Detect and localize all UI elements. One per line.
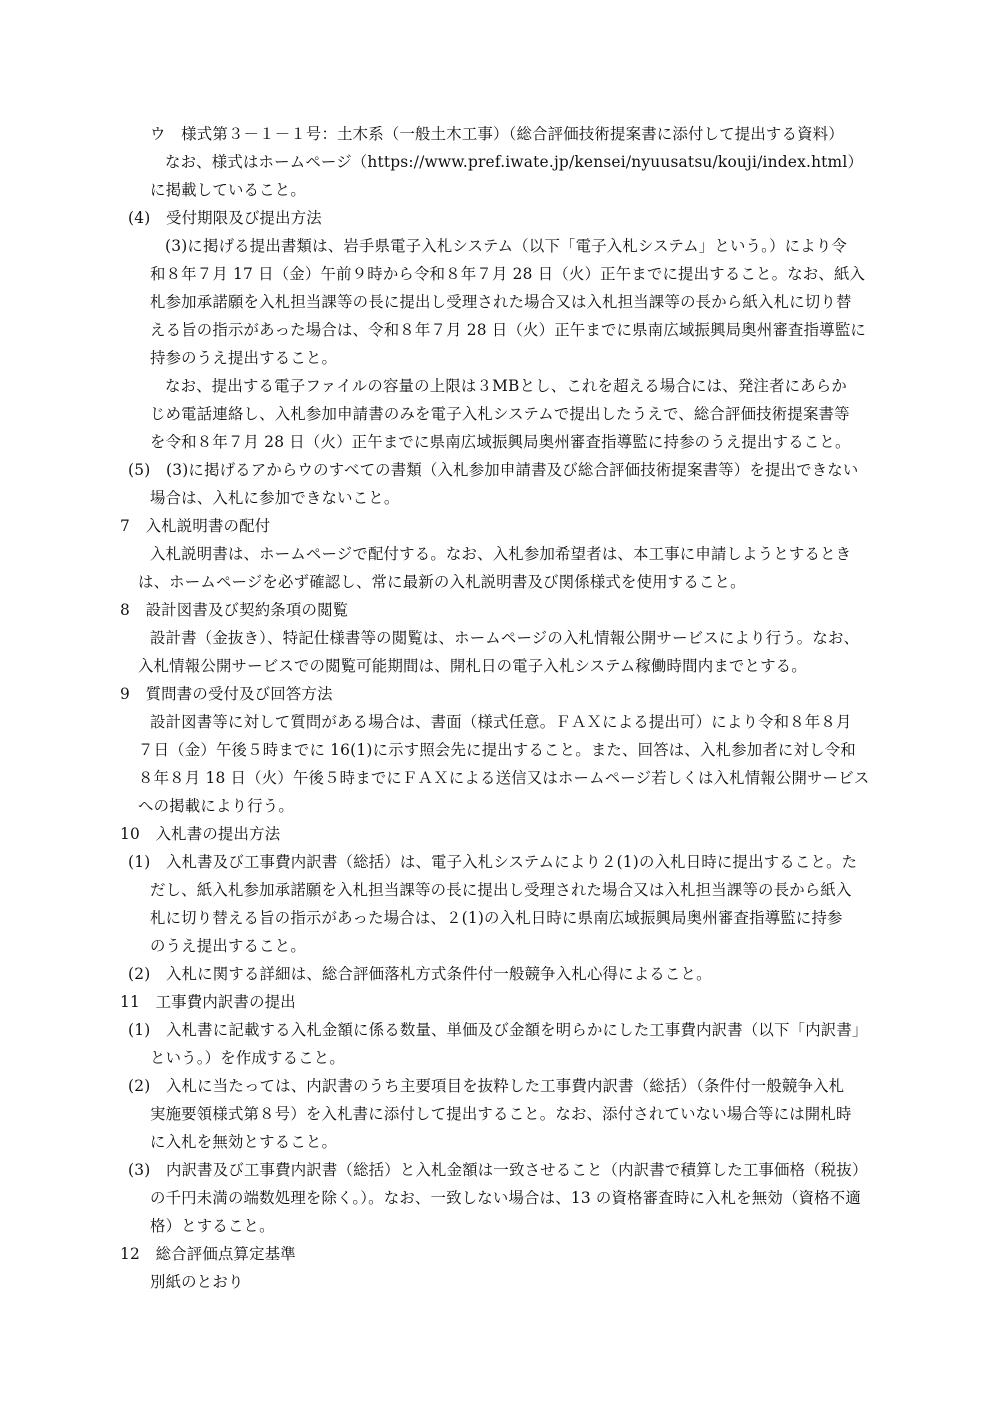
text-line: の千円未満の端数処理を除く。）。なお、一致しない場合は、13 の資格審査時に入札を無効（資格不適 <box>150 1189 861 1207</box>
section-heading: 8 設計図書及び契約条項の閲覧 <box>120 601 349 619</box>
text-line: 場合は、入札に参加できないこと。 <box>150 489 400 507</box>
text-line: なお、提出する電子ファイルの容量の上限は３MBとし、これを超える場合には、発注者にあらか <box>165 377 847 395</box>
text-line: ウ 様式第３－１－１号：土木系（一般土木工事）（総合評価技術提案書に添付して提出する資料） <box>150 125 844 143</box>
text-line: を令和８年７月 28 日（火）正午までに県南広域振興局奥州審査指導監に持参のうえ提出すること。 <box>150 433 851 451</box>
text-line: (3)に掲げる提出書類は、岩手県電子入札システム（以下「電子入札システム」という。）により令 <box>165 237 848 255</box>
text-line: という。）を作成すること。 <box>150 1049 345 1067</box>
section-heading: 10 入札書の提出方法 <box>120 825 281 843</box>
text-line: 札参加承諾願を入札担当課等の長に提出し受理された場合又は入札担当課等の長から紙入札に切り替 <box>150 293 852 311</box>
text-line: 格）とすること。 <box>150 1217 275 1235</box>
text-line: (2) 入札に関する詳細は、総合評価落札方式条件付一般競争入札心得によること。 <box>128 965 712 983</box>
text-line: (1) 入札書に記載する入札金額に係る数量、単価及び金額を明らかにした工事費内訳書（以下「内訳書」 <box>128 1021 868 1039</box>
text-line: (1) 入札書及び工事費内訳書（総括）は、電子入札システムにより２(1)の入札日時に提出すること。た <box>128 853 858 871</box>
text-line: (3) 内訳書及び工事費内訳書（総括）と入札金額は一致させること（内訳書で積算した工事価格（税抜） <box>128 1161 868 1179</box>
text-line: 入札説明書は、ホームページで配付する。なお、入札参加希望者は、本工事に申請しようとするとき <box>150 545 852 563</box>
text-line: (5) (3)に掲げるアからウのすべての書類（入札参加申請書及び総合評価技術提案書等）を提出できない <box>128 461 859 479</box>
text-line: える旨の指示があった場合は、令和８年７月 28 日（火）正午までに県南広域振興局奥州審査指導監に <box>150 321 867 339</box>
text-line: のうえ提出すること。 <box>150 937 306 955</box>
section-heading: 7 入札説明書の配付 <box>120 517 271 535</box>
text-line: だし、紙入札参加承諾願を入札担当課等の長に提出し受理された場合又は入札担当課等の長から紙入 <box>150 881 852 899</box>
text-line: 設計図書等に対して質問がある場合は、書面（様式任意。ＦＡＸによる提出可）により令和８年８月 <box>150 713 852 731</box>
text-line: ７日（金）午後５時までに 16(1)に示す照会先に提出すること。また、回答は、入札参加者に対し令和 <box>138 741 856 759</box>
text-line: 札に切り替える旨の指示があった場合は、２(1)の入札日時に県南広域振興局奥州審査指導監に持参 <box>150 909 843 927</box>
text-line: じめ電話連絡し、入札参加申請書のみを電子入札システムで提出したうえで、総合評価技術提案書等 <box>150 405 850 423</box>
section-heading: 12 総合評価点算定基準 <box>120 1245 296 1263</box>
text-line: は、ホームページを必ず確認し、常に最新の入札説明書及び関係様式を使用すること。 <box>138 573 746 591</box>
text-line: 実施要領様式第８号）を入札書に添付して提出すること。なお、添付されていない場合等には開札時 <box>150 1105 852 1123</box>
text-line: 別紙のとおり <box>150 1273 244 1291</box>
section-heading: (4) 受付期限及び提出方法 <box>128 209 322 227</box>
section-heading: 11 工事費内訳書の提出 <box>120 993 296 1011</box>
section-heading: 9 質問書の受付及び回答方法 <box>120 685 333 703</box>
text-line: に掲載していること。 <box>150 181 306 199</box>
text-line: への掲載により行う。 <box>138 797 294 815</box>
text-line: 入札情報公開サービスでの閲覧可能期間は、開札日の電子入札システム稼働時間内までとする。 <box>138 657 807 675</box>
text-line: に入札を無効とすること。 <box>150 1133 338 1151</box>
text-line: (2) 入札に当たっては、内訳書のうち主要項目を抜粋した工事費内訳書（総括）（条件付一般競争入札 <box>128 1077 845 1095</box>
text-line: 和８年７月 17 日（金）午前９時から令和８年７月 28 日（火）正午までに提出すること。なお、紙入 <box>150 265 866 283</box>
text-line: 持参のうえ提出すること。 <box>150 349 338 367</box>
text-line: 設計書（金抜き）、特記仕様書等の閲覧は、ホームページの入札情報公開サービスにより行う。なお、 <box>150 629 860 647</box>
text-line: なお、様式はホームページ（https://www.pref.iwate.jp/kensei/nyuusatsu/kouji/index.html） <box>165 153 864 171</box>
text-line: ８年８月 18 日（火）午後５時までにＦＡＸによる送信又はホームページ若しくは入札情報公開サービス <box>138 769 870 787</box>
